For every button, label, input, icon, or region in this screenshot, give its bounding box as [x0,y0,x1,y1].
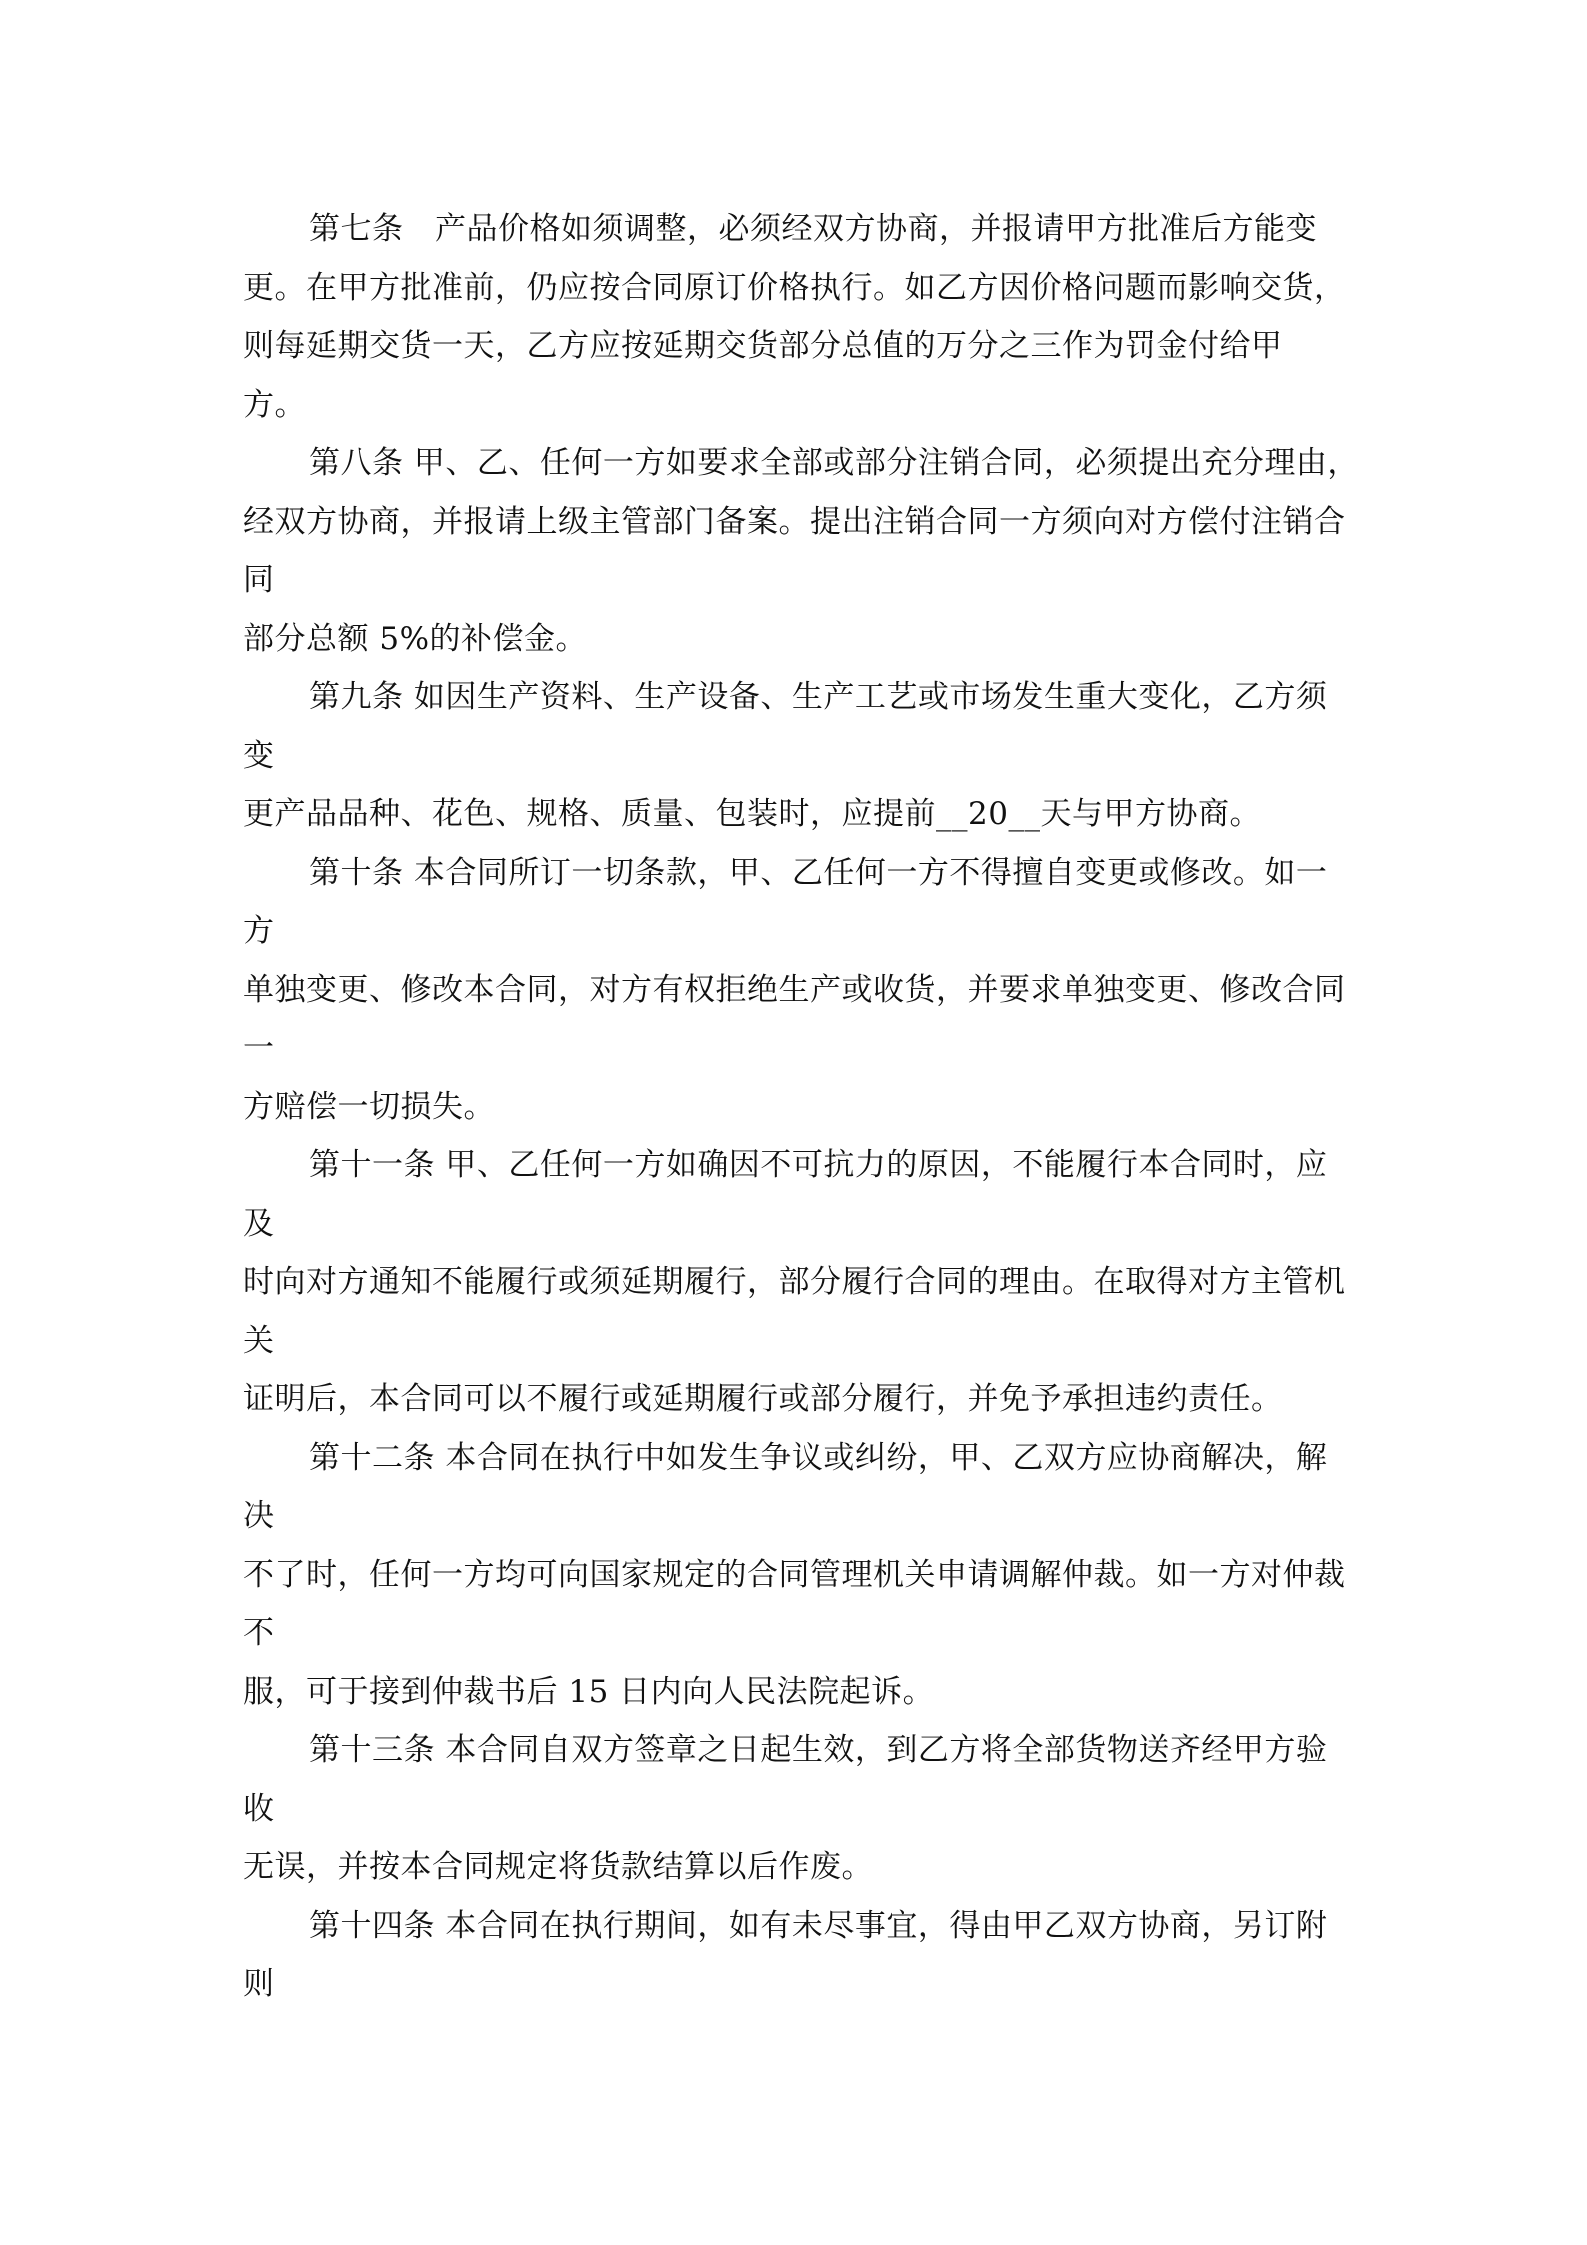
text-line: 经双方协商，并报请上级主管部门备案。提出注销合同一方须向对方偿付注销合 [243,503,1346,540]
text-line: 时向对方通知不能履行或须延期履行，部分履行合同的理由。在取得对方主管机 [243,1264,1346,1300]
text-line: 第十四条 本合同在执行期间，如有未尽事宜，得由甲乙双方协商，另订附 [309,1907,1328,1944]
contract-text-body [243,200,1363,2014]
text-line: 及 [243,1205,275,1242]
text-line: 方。 [243,386,306,423]
text-line: 更产品品种、花色、规格、质量、包装时，应提前__20__天与甲方协商。 [243,796,1261,832]
text-line: 第十条 本合同所订一切条款，甲、乙任何一方不得擅自变更或修改。如一 [309,854,1328,891]
text-line: 第十三条 本合同自双方签章之日起生效，到乙方将全部货物送齐经甲方验 [309,1732,1328,1768]
text-line: 部分总额 5%的补偿金。 [243,620,588,657]
text-line: 决 [243,1498,275,1534]
text-line: 则 [243,1966,275,2002]
text-line: 则每延期交货一天，乙方应按延期交货部分总值的万分之三作为罚金付给甲 [243,328,1283,364]
text-line: 同 [243,562,275,598]
text-line: 变 [243,737,275,774]
text-line: 更。在甲方批准前，仍应按合同原订价格执行。如乙方因价格问题而影响交货， [243,269,1346,306]
text-line: 证明后，本合同可以不履行或延期履行或部分履行，并免予承担违约责任。 [243,1381,1283,1417]
text-line: 单独变更、修改本合同，对方有权拒绝生产或收货，并要求单独变更、修改合同 [243,971,1346,1008]
text-line: 第九条 如因生产资料、生产设备、生产工艺或市场发生重大变化，乙方须 [309,679,1328,715]
text-line: 第十二条 本合同在执行中如发生争议或纠纷，甲、乙双方应协商解决，解 [309,1439,1328,1476]
text-line: 服，可于接到仲裁书后 15 日内向人民法院起诉。 [243,1673,935,1710]
text-line: 不了时，任何一方均可向国家规定的合同管理机关申请调解仲裁。如一方对仲裁 [243,1556,1346,1593]
text-line: 收 [243,1790,275,1827]
text-line: 方 [243,913,275,949]
text-line: 关 [243,1322,275,1359]
text-line: 第十一条 甲、乙任何一方如确因不可抗力的原因，不能履行本合同时，应 [309,1147,1328,1183]
text-line: 方赔偿一切损失。 [243,1088,495,1125]
text-line: 无误，并按本合同规定将货款结算以后作废。 [243,1849,873,1885]
text-line: 不 [243,1615,275,1651]
text-line: 第七条 产品价格如须调整，必须经双方协商，并报请甲方批准后方能变 [309,211,1317,247]
text-line: 一 [243,1030,275,1066]
text-line: 第八条 甲、乙、任何一方如要求全部或部分注销合同，必须提出充分理由， [309,445,1359,481]
